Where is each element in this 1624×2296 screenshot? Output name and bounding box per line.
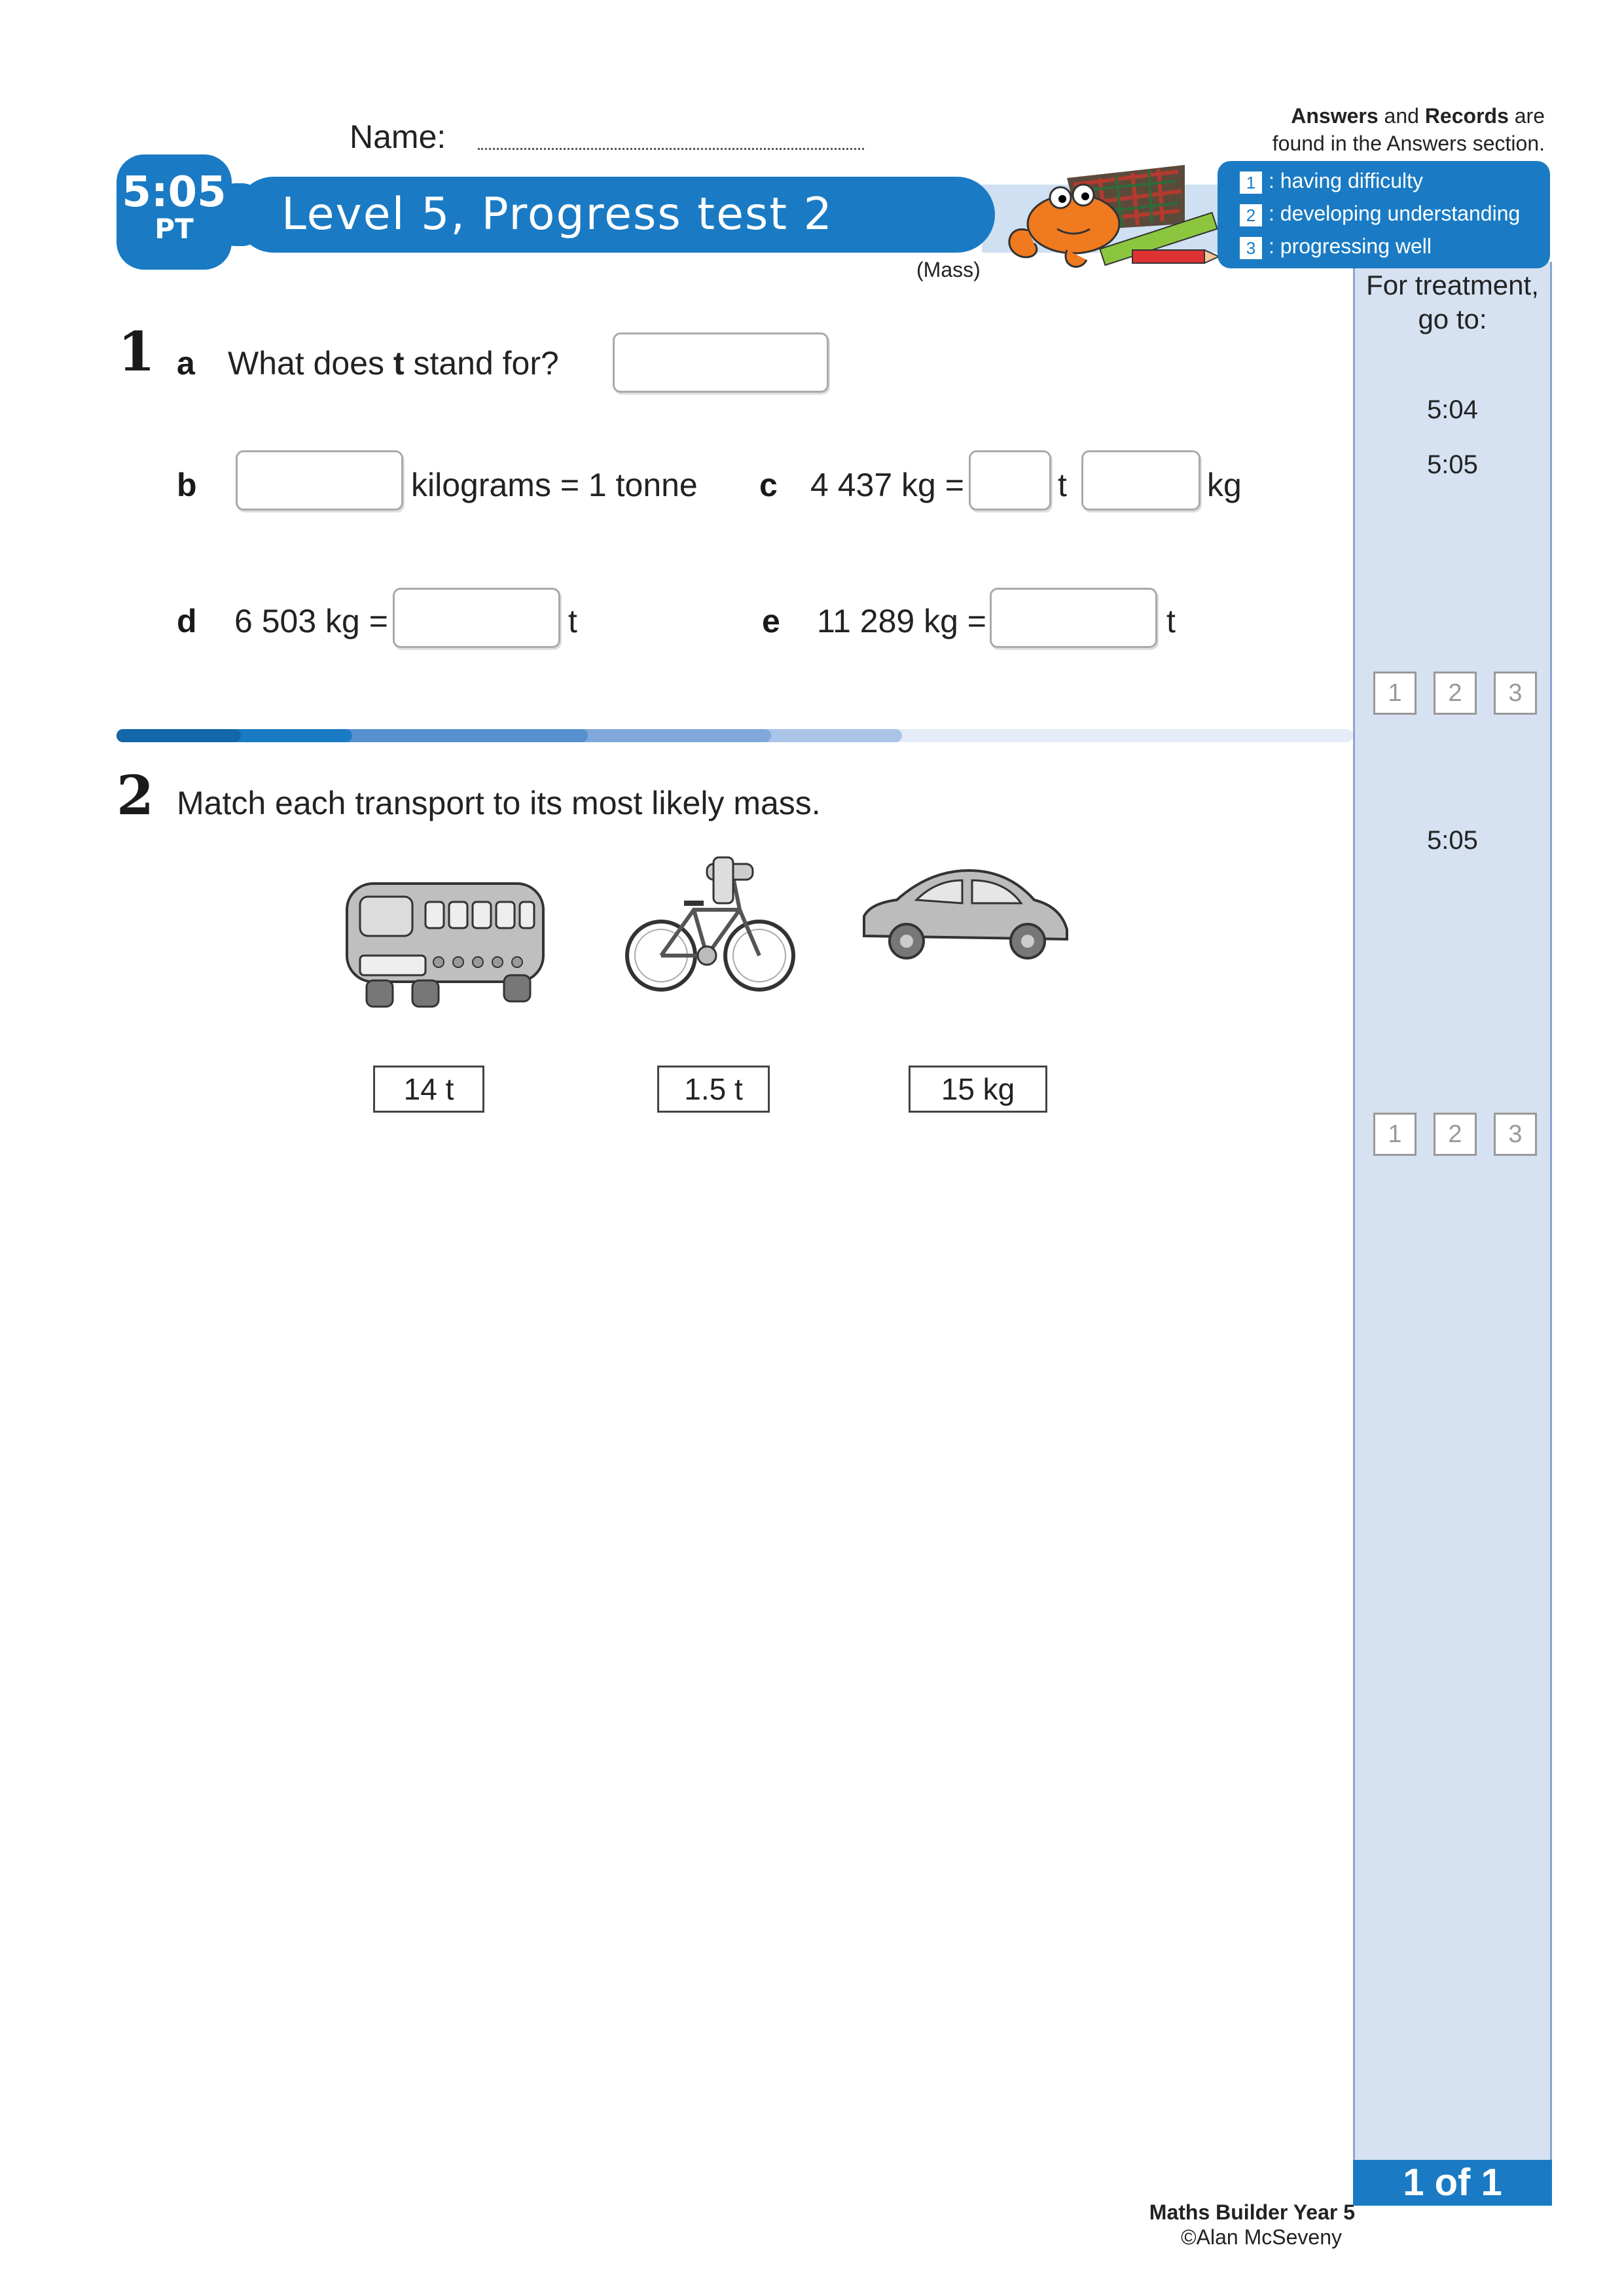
mass-option[interactable]: 15 kg bbox=[909, 1066, 1047, 1113]
q1d-label: d bbox=[177, 603, 197, 639]
legend-item bbox=[1240, 199, 1520, 228]
q2-text: Match each transport to its most likely mass. bbox=[177, 785, 821, 821]
question-2-number: 2 bbox=[117, 764, 154, 827]
rating-1[interactable]: 1 bbox=[1373, 1113, 1416, 1156]
q1e-unit: t bbox=[1166, 603, 1176, 639]
are-word: are bbox=[1508, 104, 1545, 128]
treatment-label-line2: go to: bbox=[1418, 304, 1487, 334]
topic-label: (Mass) bbox=[916, 258, 981, 281]
q1-rating bbox=[1373, 672, 1537, 715]
q1-ref-2: 5:05 bbox=[1427, 450, 1478, 479]
q1e-label: e bbox=[762, 603, 780, 639]
car-icon bbox=[851, 864, 1074, 969]
code-sub: PT bbox=[154, 213, 194, 245]
footer-title: Maths Builder Year 5 bbox=[1149, 2200, 1355, 2224]
q1a-text-after: stand for? bbox=[404, 345, 559, 382]
footer-copyright: ©Alan McSeveny bbox=[1181, 2225, 1342, 2249]
q1c-kg-box[interactable] bbox=[1081, 450, 1200, 511]
answers-note bbox=[1139, 102, 1545, 157]
answers-note-line2: found in the Answers section. bbox=[1272, 132, 1545, 155]
q1d-answer-box[interactable] bbox=[393, 588, 560, 648]
q1d-text: 6 503 kg = bbox=[234, 603, 388, 639]
legend-text: : progressing well bbox=[1269, 234, 1432, 258]
q1d-unit: t bbox=[568, 603, 577, 639]
legend-item bbox=[1240, 232, 1432, 260]
q1b-label: b bbox=[177, 467, 197, 503]
and-word: and bbox=[1378, 104, 1425, 128]
bicycle-icon bbox=[622, 851, 805, 1001]
page-title: Level 5, Progress test 2 bbox=[281, 188, 833, 240]
mass-option[interactable]: 1.5 t bbox=[657, 1066, 770, 1113]
legend-item bbox=[1240, 166, 1423, 195]
q1a-label: a bbox=[177, 345, 195, 382]
rating-3[interactable]: 3 bbox=[1494, 1113, 1537, 1156]
q2-rating bbox=[1373, 1113, 1537, 1156]
treatment-label-line1: For treatment, bbox=[1366, 270, 1539, 300]
legend-text: : having difficulty bbox=[1269, 169, 1423, 192]
rating-1[interactable]: 1 bbox=[1373, 672, 1416, 715]
legend-num: 3 bbox=[1240, 237, 1262, 259]
legend-box bbox=[1218, 161, 1550, 268]
code-number: 5:05 bbox=[122, 168, 226, 217]
q1a-answer-box[interactable] bbox=[613, 332, 829, 393]
rating-3[interactable]: 3 bbox=[1494, 672, 1537, 715]
q1e-text: 11 289 kg = bbox=[817, 603, 987, 639]
q1b-answer-box[interactable] bbox=[236, 450, 403, 511]
name-field[interactable] bbox=[478, 148, 864, 150]
name-label: Name: bbox=[350, 118, 446, 155]
legend-num: 2 bbox=[1240, 204, 1262, 226]
records-word: Records bbox=[1424, 104, 1509, 128]
question-1-number: 1 bbox=[118, 321, 156, 384]
q1c-unit-t: t bbox=[1058, 467, 1067, 503]
q1c-label: c bbox=[759, 467, 778, 503]
q1e-answer-box[interactable] bbox=[990, 588, 1157, 648]
section-divider bbox=[117, 728, 1353, 744]
q1-ref-1: 5:04 bbox=[1427, 395, 1478, 424]
answers-word: Answers bbox=[1291, 104, 1379, 128]
treatment-sidebar bbox=[1353, 262, 1552, 2163]
legend-text: : developing understanding bbox=[1269, 202, 1521, 225]
q1a-text bbox=[228, 344, 559, 382]
q1a-text-before: What does bbox=[228, 345, 393, 382]
treatment-label bbox=[1353, 268, 1552, 336]
q1c-text: 4 437 kg = bbox=[810, 467, 964, 503]
crab-mascot-icon bbox=[988, 152, 1224, 276]
q1b-text: kilograms = 1 tonne bbox=[411, 467, 698, 503]
bus-icon bbox=[334, 870, 556, 1021]
legend-num: 1 bbox=[1240, 171, 1262, 194]
rating-2[interactable]: 2 bbox=[1434, 672, 1477, 715]
page-number: 1 of 1 bbox=[1353, 2160, 1552, 2206]
q1c-unit-kg: kg bbox=[1207, 467, 1242, 503]
q1c-tonnes-box[interactable] bbox=[969, 450, 1051, 511]
code-badge bbox=[117, 154, 232, 270]
mass-option[interactable]: 14 t bbox=[373, 1066, 484, 1113]
q2-ref-1: 5:05 bbox=[1427, 826, 1478, 855]
q1a-bold: t bbox=[393, 345, 405, 382]
rating-2[interactable]: 2 bbox=[1434, 1113, 1477, 1156]
